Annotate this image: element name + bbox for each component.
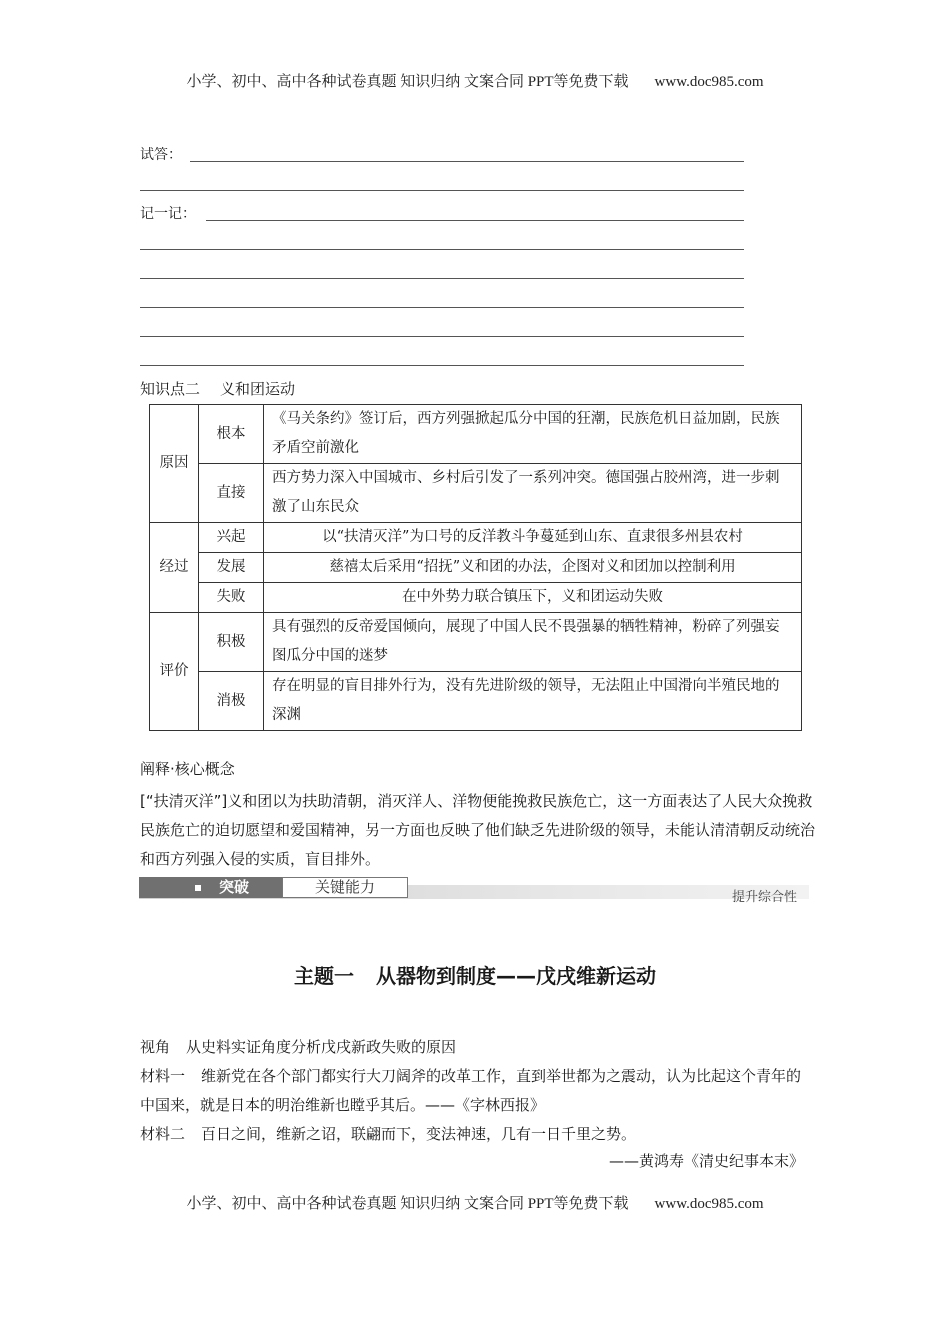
table-row [150, 613, 802, 672]
perspective-text: 从史料实证角度分析戊戌新政失败的原因 [186, 1038, 457, 1056]
topic-name: 从器物到制度——戊戌维新运动 [376, 964, 656, 988]
table-row [150, 464, 802, 523]
note-line-3[interactable] [140, 261, 744, 281]
section-banner [139, 877, 809, 907]
header-url[interactable]: www.doc985.com [654, 74, 764, 90]
concept-heading: 阐释·核心概念 [140, 760, 235, 778]
sub-cell: 直接 [199, 464, 264, 523]
banner-middle: 关键能力 [282, 877, 408, 898]
content-cell: 具有强烈的反帝爱国倾向，展现了中国人民不畏强暴的牺牲精神，粉碎了列强妄图瓜分中国的迷梦 [264, 613, 802, 672]
footer-text: 小学、初中、高中各种试卷真题 知识归纳 文案合同 PPT等免费下载 [186, 1196, 629, 1212]
concept-body: [“扶清灭洋”]义和团以为扶助清朝，消灭洋人、洋物便能挽救民族危亡，这一方面表达了人民大众挽救民族危亡的迫切愿望和爱国精神，另一方面也反映了他们缺乏先进阶级的领导，未能认清清朝反动统治和西方列强入侵的实质，盲目排外。 [140, 792, 816, 868]
section-name: 义和团运动 [220, 380, 296, 398]
footer-url[interactable]: www.doc985.com [654, 1196, 764, 1212]
square-bullet-icon [195, 885, 201, 891]
material-two [140, 1120, 816, 1149]
content-cell: 在中外势力联合镇压下，义和团运动失败 [264, 583, 802, 613]
content-cell: 《马关条约》签订后，西方列强掀起瓜分中国的狂潮，民族危机日益加剧，民族矛盾空前激化 [264, 405, 802, 464]
sub-cell: 积极 [199, 613, 264, 672]
note-line-6[interactable] [140, 348, 744, 368]
table-row [150, 405, 802, 464]
blank-line[interactable] [140, 336, 744, 337]
material-label: 材料一 [140, 1067, 186, 1085]
answer-line-2[interactable] [140, 173, 744, 193]
sub-cell: 兴起 [199, 523, 264, 553]
knowledge-table [149, 404, 802, 731]
blank-line[interactable] [140, 307, 744, 308]
sub-cell: 消极 [199, 672, 264, 731]
topic-label: 主题一 [294, 964, 354, 988]
sub-cell: 发展 [199, 553, 264, 583]
content-cell: 以“扶清灭洋”为口号的反洋教斗争蔓延到山东、直隶很多州县农村 [264, 523, 802, 553]
sub-cell: 失败 [199, 583, 264, 613]
blank-line[interactable] [140, 365, 744, 366]
table-row [150, 553, 802, 583]
answer-label: 试答： [140, 147, 182, 163]
blank-line[interactable] [140, 249, 744, 250]
banner-left-text: 突破 [219, 878, 250, 896]
answer-blank[interactable] [190, 161, 744, 162]
material-text: 百日之间，维新之诏，联翩而下，变法神速，几有一日千里之势。 [201, 1125, 637, 1143]
answer-line[interactable] [140, 144, 744, 164]
table-row [150, 672, 802, 731]
table-row [150, 583, 802, 613]
group-cell: 原因 [150, 405, 199, 523]
blank-line[interactable] [140, 190, 744, 191]
note-label: 记一记： [140, 206, 196, 222]
content-cell: 慈禧太后采用“招抚”义和团的办法，企图对义和团加以控制利用 [264, 553, 802, 583]
material-label: 材料二 [140, 1125, 186, 1143]
topic-title [0, 960, 950, 989]
group-cell: 经过 [150, 523, 199, 613]
note-line-4[interactable] [140, 290, 744, 310]
banner-left [139, 877, 282, 898]
note-line-2[interactable] [140, 232, 744, 252]
section-label: 知识点二 [140, 380, 201, 398]
page-header [0, 70, 950, 91]
note-line[interactable] [140, 203, 744, 223]
perspective-label: 视角 [140, 1038, 171, 1056]
material-two-source: ——黄鸿寿《清史纪事本末》 [608, 1152, 804, 1170]
banner-right: 提升综合性 [731, 890, 797, 905]
sub-cell: 根本 [199, 405, 264, 464]
header-text: 小学、初中、高中各种试卷真题 知识归纳 文案合同 PPT等免费下载 [186, 74, 629, 90]
section-title [140, 378, 295, 399]
content-cell: 存在明显的盲目排外行为，没有先进阶级的领导，无法阻止中国滑向半殖民地的深渊 [264, 672, 802, 731]
group-cell: 评价 [150, 613, 199, 731]
content-cell: 西方势力深入中国城市、乡村后引发了一系列冲突。德国强占胶州湾，进一步刺激了山东民众 [264, 464, 802, 523]
note-blank[interactable] [206, 220, 744, 221]
table-row [150, 523, 802, 553]
page-footer [0, 1192, 950, 1213]
material-one [140, 1062, 816, 1120]
note-line-5[interactable] [140, 319, 744, 339]
perspective [140, 1033, 816, 1062]
material-text: 维新党在各个部门都实行大刀阔斧的改革工作，直到举世都为之震动，认为比起这个青年的中国来，就是日本的明治维新也瞠乎其后。——《字林西报》 [140, 1067, 802, 1114]
blank-line[interactable] [140, 278, 744, 279]
